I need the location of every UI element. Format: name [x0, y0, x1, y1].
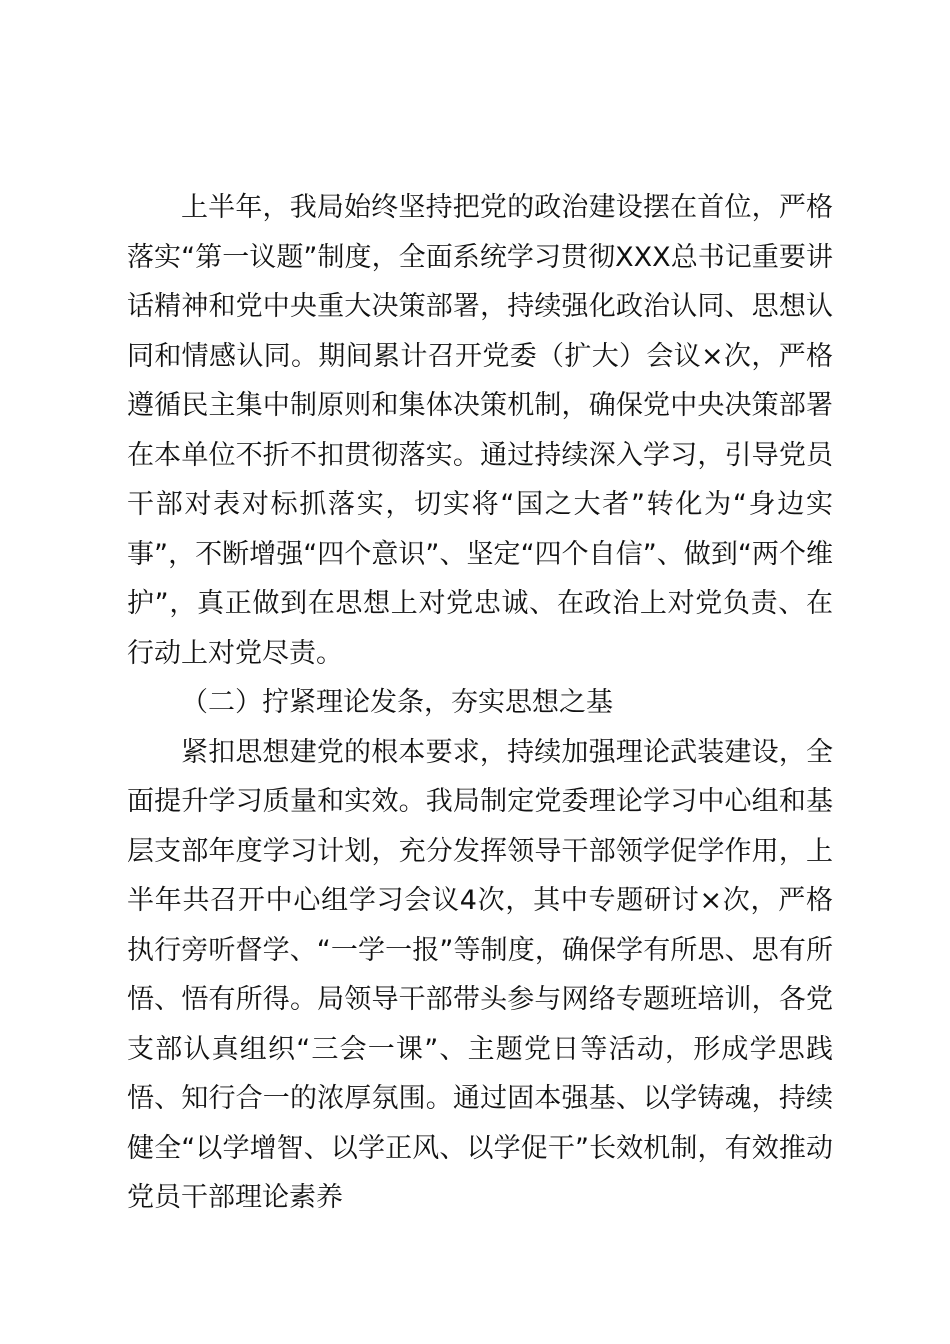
section-heading-2: （二）拧紧理论发条，夯实思想之基: [181, 687, 613, 718]
body-paragraph-1: 上半年，我局始终坚持把党的政治建设摆在首位，严格落实“第一议题”制度，全面系统学习贯彻XXX总书记重要讲话精神和党中央重大决策部署，持续强化政治认同、思想认同和情感认同。期间累计召开党委（扩大）会议×次，严格遵循民主集中制原则和集体决策机制，确保党中央决策部署在本单位不折不扣贯彻落实。通过持续深入学习，引导党员干部对表对标抓落实，切实将“国之大者”转化为“身边实事”，不断增强“四个意识”、坚定“四个自信”、做到“两个维护”，真正做到在思想上对党忠诚、在政治上对党负责、在行动上对党尽责。: [127, 192, 833, 669]
document-body: [127, 183, 833, 1223]
body-paragraph-2: 紧扣思想建党的根本要求，持续加强理论武装建设，全面提升学习质量和实效。我局制定党委理论学习中心组和基层支部年度学习计划，充分发挥领导干部领学促学作用，上半年共召开中心组学习会议4次，其中专题研讨×次，严格执行旁听督学、“一学一报”等制度，确保学有所思、思有所悟、悟有所得。局领导干部带头参与网络专题班培训，各党支部认真组织“三会一课”、主题党日等活动，形成学思践悟、知行合一的浓厚氛围。通过固本强基、以学铸魂，持续健全“以学增智、以学正风、以学促干”长效机制，有效推动党员干部理论素养: [127, 736, 833, 1213]
